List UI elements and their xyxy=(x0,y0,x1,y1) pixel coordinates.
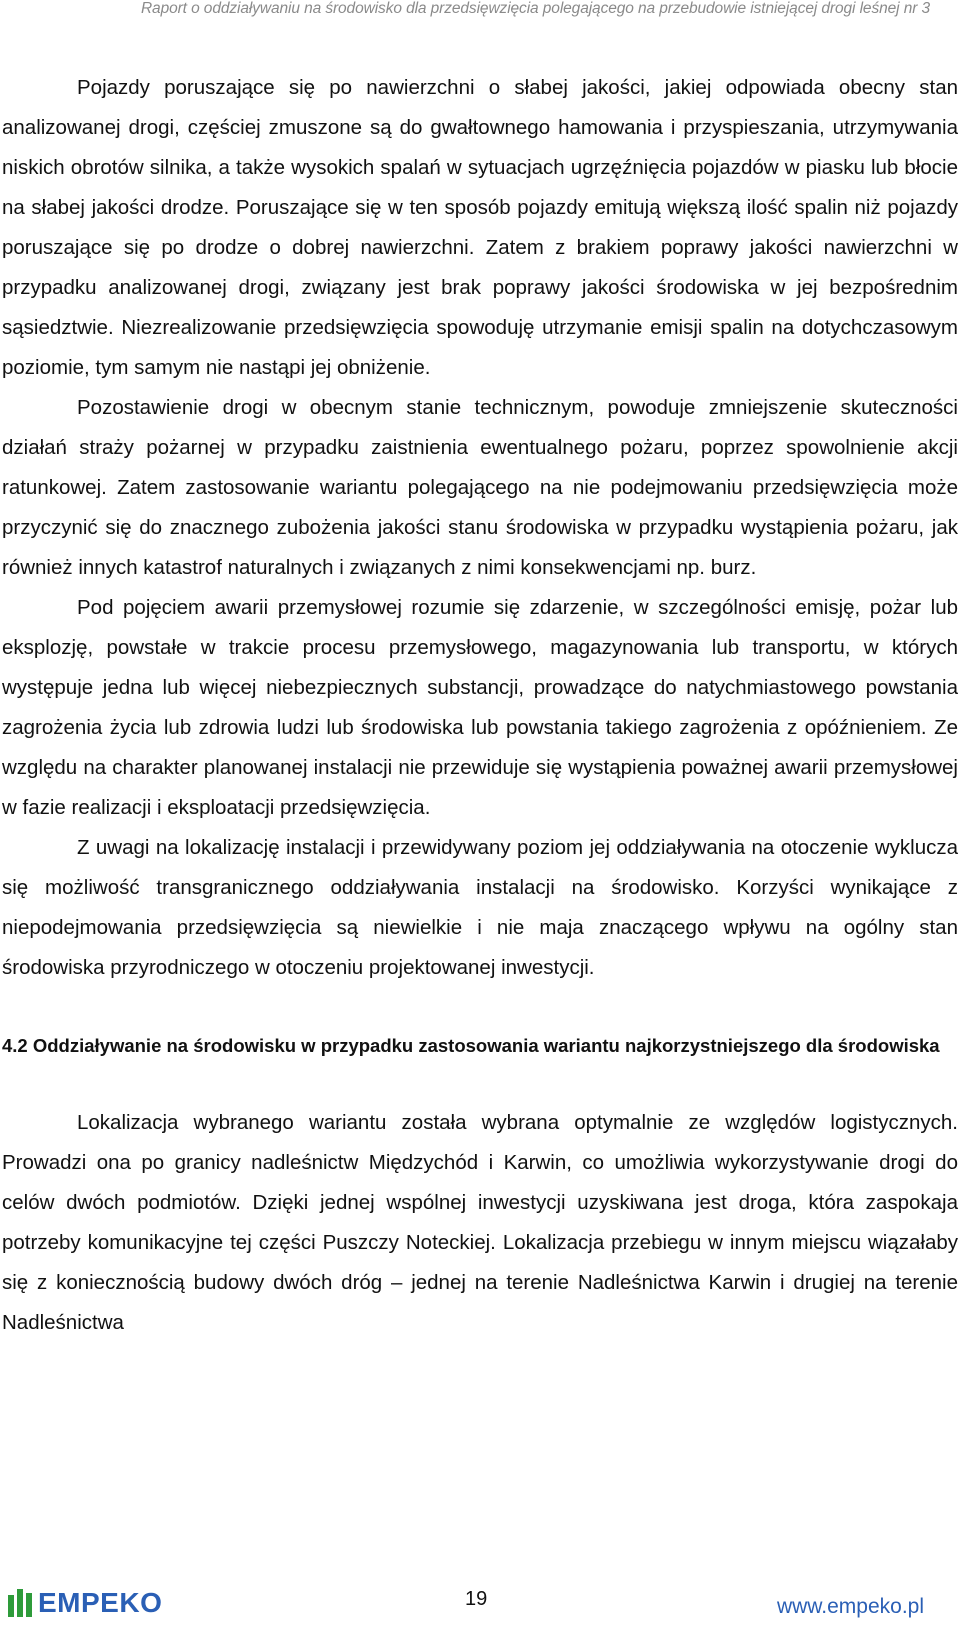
page-footer xyxy=(0,1580,960,1627)
logo-text: EMPEKO xyxy=(38,1587,163,1618)
paragraph-transboundary: Z uwagi na lokalizację instalacji i przewidywany poziom jej oddziaływania na otoczenie wyklucza się możliwość transgranicznego oddziaływania instalacji na środowisko. Korzyści wynikające z niepodejmowania przedsięwzięcia są niewielkie i nie maja znaczącego wpływu na ogólny stan środowiska przyrodniczego w otoczeniu projektowanej inwestycji. xyxy=(2,836,958,979)
paragraph-emissions: Pojazdy poruszające się po nawierzchni o słabej jakości, jakiej odpowiada obecny stan analizowanej drogi, częściej zmuszone są do gwałtownego hamowania i przyspieszania, utrzymywania niskich obrotów silnika, a także wysokich spalań w sytuacjach ugrzęźnięcia pojazdów w piasku lub błocie na słabej jakości drodze. Poruszające się w ten sposób pojazdy emitują większą ilość spalin niż pojazdy poruszające się po drodze o dobrej nawierzchni. Zatem z brakiem poprawy jakości nawierzchni w przypadku analizowanej drogi, związany jest brak poprawy jakości środowiska w jej bezpośrednim sąsiedztwie. Niezrealizowanie przedsięwzięcia spowoduję utrzymanie emisji spalin na dotychczasowym poziomie, tym samym nie nastąpi jej obniżenie. xyxy=(2,76,958,379)
paragraph-fire-safety: Pozostawienie drogi w obecnym stanie technicznym, powoduje zmniejszenie skuteczności działań straży pożarnej w przypadku zaistnienia ewentualnego pożaru, poprzez spowolnienie akcji ratunkowej. Zatem zastosowanie wariantu polegającego na nie podejmowaniu przedsięwzięcia może przyczynić się do znacznego zubożenia jakości stanu środowiska w przypadku wystąpienia pożaru, jak również innych katastrof naturalnych i związanych z nimi konsekwencjami np. burz. xyxy=(2,396,958,579)
page-number: 19 xyxy=(465,1588,488,1610)
section-heading: 4.2 Oddziaływanie na środowisku w przypadku zastosowania wariantu najkorzystniejszego dla środowiska xyxy=(2,1035,940,1056)
paragraph-location: Lokalizacja wybranego wariantu została wybrana optymalnie ze względów logistycznych. Prowadzi ona po granicy nadleśnictw Międzychód i Karwin, co umożliwia wykorzystywanie drogi do celów dwóch podmiotów. Dzięki jednej wspólnej inwestycji uzyskiwana jest droga, która zaspokaja potrzeby komunikacyjne tej części Puszczy Noteckiej. Lokalizacja przebiegu w innym miejscu wiązałaby się z koniecznością budowy dwóch dróg – jednej na terenie Nadleśnictwa Karwin i drugiej na terenie Nadleśnictwa xyxy=(2,1111,958,1334)
empeko-logo xyxy=(8,1587,162,1619)
header-title: Raport o oddziaływaniu na środowisko dla przedsięwzięcia polegającego na przebudowie istniejącej drogi leśnej nr 3 xyxy=(140,0,930,17)
website-link[interactable]: www.empeko.pl xyxy=(776,1595,924,1618)
document-body xyxy=(2,68,958,1343)
logo-bars-icon xyxy=(8,1589,32,1617)
page-header xyxy=(0,0,960,40)
paragraph-industrial-accident: Pod pojęciem awarii przemysłowej rozumie się zdarzenie, w szczególności emisję, pożar lub eksplozję, powstałe w trakcie procesu przemysłowego, magazynowania lub transportu, w których występuje jedna lub więcej niebezpiecznych substancji, prowadzące do natychmiastowego powstania zagrożenia życia lub zdrowia ludzi lub środowiska lub powstania takiego zagrożenia z opóźnieniem. Ze względu na charakter planowanej instalacji nie przewiduje się wystąpienia poważnej awarii przemysłowej w fazie realizacji i eksploatacji przedsięwzięcia. xyxy=(2,596,958,819)
